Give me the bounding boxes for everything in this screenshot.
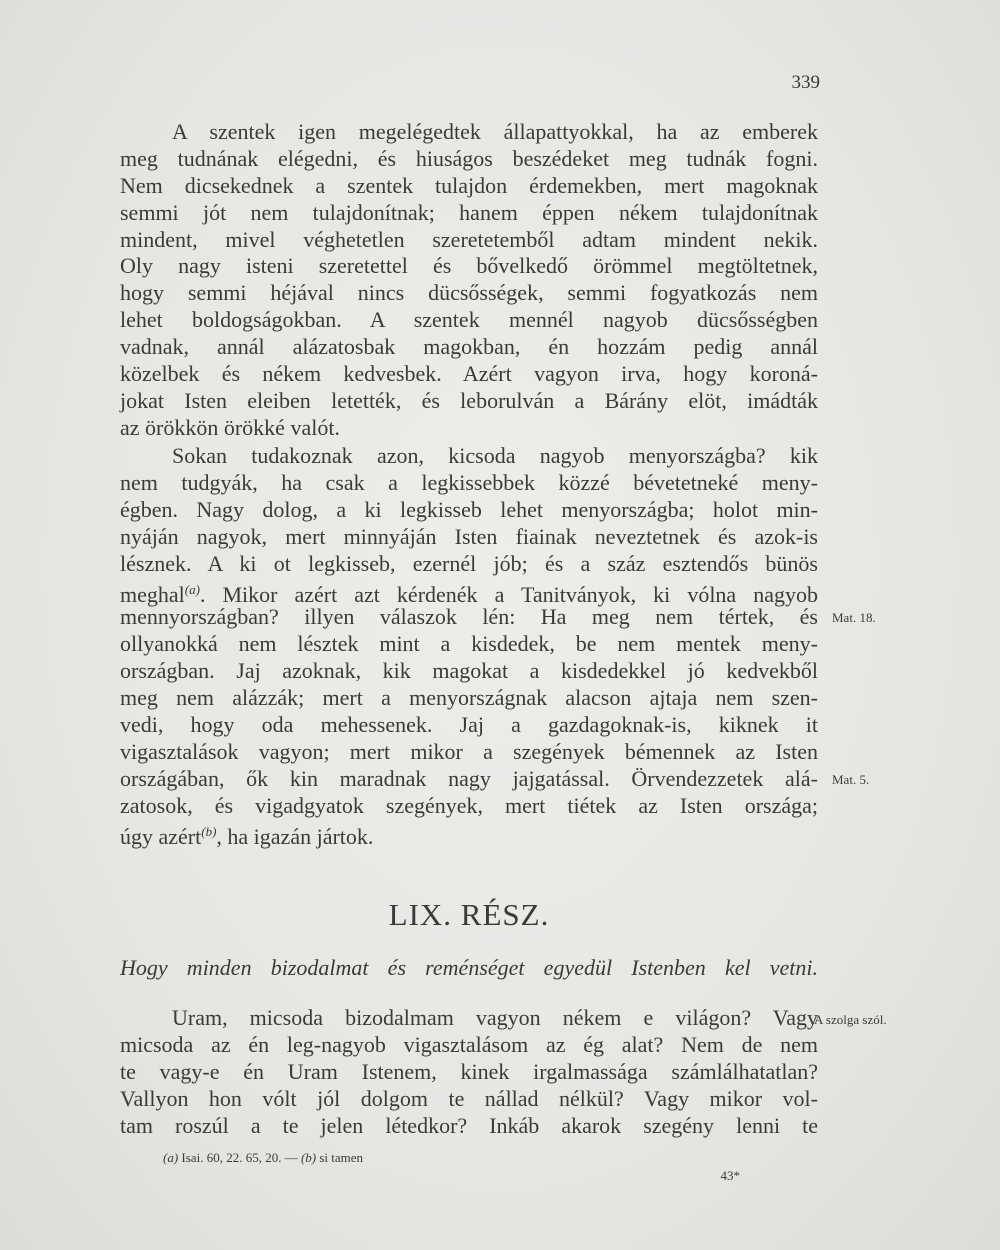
margin-note-mat-18: Mat. 18. xyxy=(832,610,876,625)
section-subtitle: Hogy minden bizodalmat és reménséget egyedül Istenben kel vetni. xyxy=(120,955,818,980)
text-line: országában, ők kin maradnak nagy jajgatással. Örvendezzetek alá- xyxy=(120,765,818,791)
text-line: lehet boldogságokban. A szentek mennél nagyob dücsősségben xyxy=(120,307,818,333)
text-line: micsoda az én leg-nagyob vigasztalásom az ég alat? Nem de nem xyxy=(120,1031,818,1057)
text-line: lésznek. A ki ot legkisseb, ezernél jób; és a száz esztendős bünös xyxy=(120,550,818,576)
page-number: 339 xyxy=(791,72,820,93)
text-line: nem tudgyák, ha csak a legkissebbek közzé bévetetneké meny- xyxy=(120,469,818,495)
text-line: nyáján nagyok, mert minnyáján Isten fiainak neveztetnek és azok-is xyxy=(120,523,818,549)
text-line: tam roszúl a te jelen létedkor? Inkáb akarok szegény lenni te xyxy=(120,1112,818,1138)
text-line: Uram, micsoda bizodalmam vagyon nékem e világon? Vagy xyxy=(172,1005,818,1030)
margin-note-mat-5: Mat. 5. xyxy=(832,772,870,787)
text-line: közelbek és nékem kedvesbek. Azért vagyon irva, hogy koroná- xyxy=(120,361,818,387)
text-line xyxy=(120,819,818,850)
text-line: Nem dicsekednek a szentek tulajdon érdemekben, mert magoknak xyxy=(120,172,818,198)
printer-signature: 43* xyxy=(720,1168,740,1183)
footnote-text-a: Isai. 60, 22. 65, 20. — xyxy=(181,1150,298,1165)
margin-note-szolga: A szolga szól. xyxy=(814,1012,887,1027)
text-line: meg tudnának elégedni, és hiuságos beszédeket meg tudnák fogni. xyxy=(120,145,818,171)
text-line: égben. Nagy dolog, a ki legkisseb lehet menyországba; holot min- xyxy=(120,496,818,522)
text-line: ollyanokká nem lésztek mint a kisdedek, be nem mentek meny- xyxy=(120,631,818,657)
text-fragment: , ha igazán jártok. xyxy=(216,824,374,850)
text-line: te vagy-e én Uram Istenem, kinek irgalmassága számlálhatatlan? xyxy=(120,1058,818,1084)
paragraph-1 xyxy=(120,119,818,442)
paragraph-2 xyxy=(120,443,818,850)
text-line: zatosok, és vigadgyatok szegények, mert tiétek az Isten országa; xyxy=(120,792,818,818)
text-line: országban. Jaj azoknak, kik magokat a kisdedekkel jó kedvekből xyxy=(120,658,818,684)
footnote-mark-a: (a) xyxy=(163,1150,179,1165)
text-line: hogy semmi héjával nincs dücsősségek, semmi fogyatkozás nem xyxy=(120,280,818,306)
text-line: vigasztalások vagyon; mert mikor a szegények bémennek az Isten xyxy=(120,738,818,764)
text-line: Sokan tudakoznak azon, kicsoda nagyob menyországba? kik xyxy=(172,443,818,468)
footnote-mark-b: (b) xyxy=(300,1150,317,1165)
footnotes xyxy=(163,1150,363,1166)
text-line: az örökkön örökké valót. xyxy=(120,414,340,440)
text-line: mindent, mivel véghetetlen szeretetemből adtam mindent nekik. xyxy=(120,226,818,252)
text-line: Vallyon hon vólt jól dolgom te nállad nélkül? Vagy mikor vol- xyxy=(120,1085,818,1111)
text-fragment: meghal xyxy=(120,582,185,608)
text-line: vadnak, annál alázatosbak magokban, én hozzám pedig annál xyxy=(120,334,818,360)
text-fragment: úgy azért xyxy=(120,824,202,850)
text-line: jokat Isten eleiben letették, és leborulván a Bárány elöt, imádták xyxy=(120,387,818,413)
text-line: meg nem alázzák; mert a menyországnak alacson ajtaja nem szen- xyxy=(120,685,818,711)
text-line xyxy=(120,577,818,608)
footnote-text-b: si tamen xyxy=(319,1150,364,1165)
paragraph-3 xyxy=(120,1005,818,1139)
text-line: A szentek igen megelégedtek állapattyokkal, ha az emberek xyxy=(172,119,818,144)
footnote-ref-a: (a) xyxy=(184,582,200,598)
text-fragment: . Mikor azért azt kérdenék a Tanitványok, ki vólna nagyob xyxy=(199,582,818,608)
section-heading: LIX. RÉSZ. xyxy=(388,897,550,932)
text-line: semmi jót nem tulajdonítnak; hanem éppen nékem tulajdonítnak xyxy=(120,199,818,225)
text-line: Oly nagy isteni szeretettel és bővelkedő örömmel megtöltetnek, xyxy=(120,253,818,279)
footnote-ref-b: (b) xyxy=(201,824,217,840)
text-line: vedi, hogy oda mehessenek. Jaj a gazdagoknak-is, kiknek it xyxy=(120,711,818,737)
text-line: mennyországban? illyen válaszok lén: Ha meg nem tértek, és xyxy=(120,604,818,630)
